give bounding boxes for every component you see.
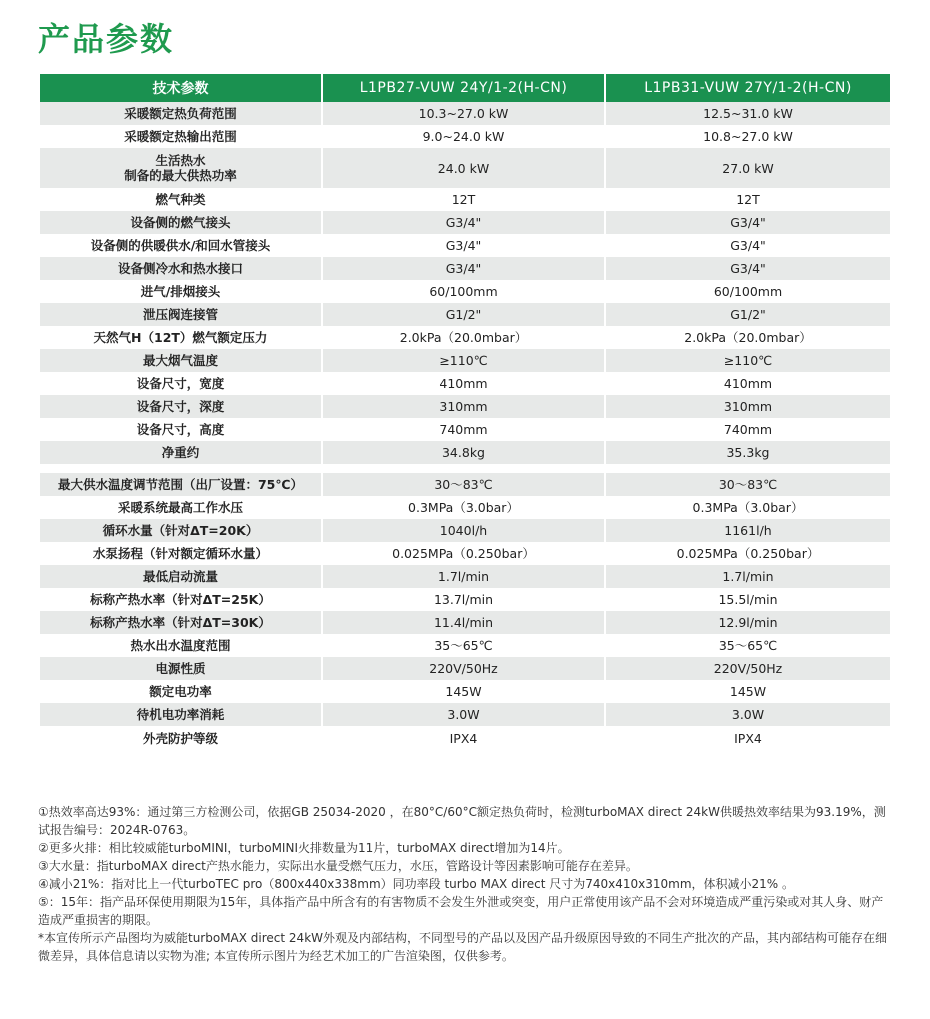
param-value-1: 10.3~27.0 kW [322,102,605,125]
param-name: 设备尺寸，高度 [40,418,322,441]
param-value-1: 0.3MPa（3.0bar） [322,496,605,519]
param-value-2: 740mm [605,418,890,441]
table-row [40,234,890,257]
param-value-2: 410mm [605,372,890,395]
param-value-1: 1040l/h [322,519,605,542]
param-name: 设备尺寸，宽度 [40,372,322,395]
param-value-2: G3/4" [605,257,890,280]
param-value-2: 3.0W [605,703,890,726]
table-row [40,726,890,751]
param-name: 标称产热水率（针对ΔT=30K） [40,611,322,634]
table-row [40,211,890,234]
param-value-1: 310mm [322,395,605,418]
param-value-2: 35～65℃ [605,634,890,657]
table-row [40,418,890,441]
param-value-2: G3/4" [605,234,890,257]
param-value-1: 2.0kPa（20.0mbar） [322,326,605,349]
param-value-2: 145W [605,680,890,703]
table-row [40,441,890,464]
param-name: 设备侧冷水和热水接口 [40,257,322,280]
footnote: ④减小21%：指对比上一代turboTEC pro（800x440x338mm）同功率段 turbo MAX direct 尺寸为740x410x310mm，体积减小21% 。 [38,877,794,891]
table-row [40,257,890,280]
table-row [40,588,890,611]
param-name: 额定电功率 [40,680,322,703]
param-value-1: 3.0W [322,703,605,726]
table-row [40,519,890,542]
table-row [40,657,890,680]
footnote: ①热效率高达93%：通过第三方检测公司，依据GB 25034-2020 ，在80°C/60°C额定热负荷时，检测turboMAX direct 24kW供暖热效率结果为93.19%，测试报告编号：2024R-0763。 [38,805,886,837]
param-value-2: G1/2" [605,303,890,326]
param-value-2: 1161l/h [605,519,890,542]
table-row [40,303,890,326]
param-value-1: 9.0~24.0 kW [322,125,605,148]
param-value-1: 34.8kg [322,441,605,464]
table-row [40,611,890,634]
param-name: 天然气H（12T）燃气额定压力 [40,326,322,349]
param-name: 采暖系统最高工作水压 [40,496,322,519]
param-value-2: 30～83℃ [605,473,890,496]
table-row [40,326,890,349]
table-row [40,395,890,418]
param-value-1: 12T [322,188,605,211]
param-value-1: 740mm [322,418,605,441]
param-name: 泄压阀连接管 [40,303,322,326]
param-name: 电源性质 [40,657,322,680]
param-value-2: 12.9l/min [605,611,890,634]
footnote: ⑤：15年：指产品环保使用期限为15年，具体指产品中所含有的有害物质不会发生外泄或突变，用户正常使用该产品不会对环境造成严重污染或对其人身、财产造成严重损害的期限。 [38,895,884,927]
table-row [40,680,890,703]
table-row [40,473,890,496]
param-value-1: 30～83℃ [322,473,605,496]
table-row [40,148,890,188]
param-name: 热水出水温度范围 [40,634,322,657]
param-value-1: 60/100mm [322,280,605,303]
param-value-2: ≥110℃ [605,349,890,372]
param-value-2: IPX4 [605,726,890,751]
param-name: 循环水量（针对ΔT=20K） [40,519,322,542]
param-value-2: 310mm [605,395,890,418]
page-title: 产品参数 [38,20,175,58]
param-value-1: ≥110℃ [322,349,605,372]
param-name: 标称产热水率（针对ΔT=25K） [40,588,322,611]
footnote: *本宣传所示产品图均为威能turboMAX direct 24kW外观及内部结构，不同型号的产品以及因产品升级原因导致的不同生产批次的产品，其内部结构可能存在细微差异，具体信息请以实物为准; 本宣传所示图片为经艺术加工的广告渲染图，仅供参考。 [38,931,888,963]
param-value-1: 24.0 kW [322,148,605,188]
param-name: 生活热水 制备的最大供热功率 [40,148,322,188]
table-row [40,349,890,372]
table-row [40,542,890,565]
param-value-1: 35～65℃ [322,634,605,657]
footnote: ②更多火排：相比较威能turboMINI，turboMINI火排数量为11片，turboMAX direct增加为14片。 [38,841,570,855]
param-value-2: 60/100mm [605,280,890,303]
param-value-2: 0.3MPa（3.0bar） [605,496,890,519]
header-model-1: L1PB27-VUW 24Y/1-2(H-CN) [322,74,605,102]
param-name: 设备尺寸，深度 [40,395,322,418]
param-name: 最大供水温度调节范围（出厂设置：75℃） [40,473,322,496]
param-name: 外壳防护等级 [40,726,322,751]
param-value-1: 11.4l/min [322,611,605,634]
param-name: 净重约 [40,441,322,464]
header-param: 技术参数 [40,74,322,102]
footnote: ③大水量：指turboMAX direct产热水能力，实际出水量受燃气压力，水压，管路设计等因素影响可能存在差异。 [38,859,638,873]
param-name: 最大烟气温度 [40,349,322,372]
table-row [40,565,890,588]
param-value-1: 1.7l/min [322,565,605,588]
param-value-1: G3/4" [322,234,605,257]
param-value-1: IPX4 [322,726,605,751]
param-value-2: 220V/50Hz [605,657,890,680]
param-value-1: G3/4" [322,211,605,234]
table-row [40,634,890,657]
param-value-1: 13.7l/min [322,588,605,611]
param-value-2: 10.8~27.0 kW [605,125,890,148]
table-row [40,372,890,395]
param-value-2: 1.7l/min [605,565,890,588]
param-value-1: 410mm [322,372,605,395]
param-name: 进气/排烟接头 [40,280,322,303]
spec-table [40,74,890,751]
param-name: 最低启动流量 [40,565,322,588]
param-value-2: G3/4" [605,211,890,234]
param-name: 设备侧的供暖供水/和回水管接头 [40,234,322,257]
footnotes [38,803,890,965]
param-value-2: 0.025MPa（0.250bar） [605,542,890,565]
param-value-2: 27.0 kW [605,148,890,188]
table-header-row [40,74,890,102]
table-row [40,703,890,726]
table-row [40,280,890,303]
param-name: 燃气种类 [40,188,322,211]
param-name: 采暖额定热负荷范围 [40,102,322,125]
param-value-2: 35.3kg [605,441,890,464]
param-value-1: 0.025MPa（0.250bar） [322,542,605,565]
table-spacer [40,464,890,473]
param-name: 待机电功率消耗 [40,703,322,726]
param-value-2: 2.0kPa（20.0mbar） [605,326,890,349]
table-row [40,496,890,519]
header-model-2: L1PB31-VUW 27Y/1-2(H-CN) [605,74,890,102]
param-value-2: 12T [605,188,890,211]
table-row [40,125,890,148]
param-name: 水泵扬程（针对额定循环水量） [40,542,322,565]
param-value-1: 145W [322,680,605,703]
param-name: 采暖额定热输出范围 [40,125,322,148]
param-value-1: 220V/50Hz [322,657,605,680]
param-value-2: 15.5l/min [605,588,890,611]
table-row [40,188,890,211]
param-value-2: 12.5~31.0 kW [605,102,890,125]
table-row [40,102,890,125]
param-value-1: G3/4" [322,257,605,280]
param-name: 设备侧的燃气接头 [40,211,322,234]
param-value-1: G1/2" [322,303,605,326]
